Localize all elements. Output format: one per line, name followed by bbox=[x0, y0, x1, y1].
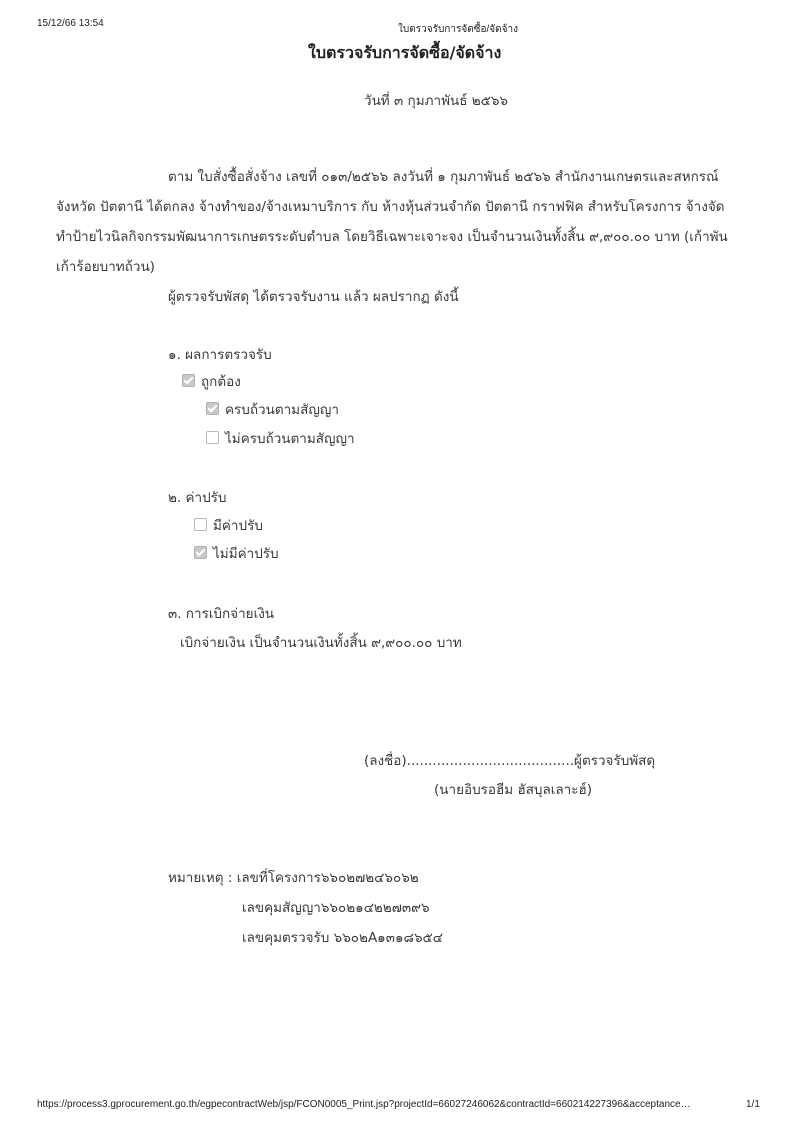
document-date: วันที่ ๓ กุมภาพันธ์ ๒๕๖๖ bbox=[364, 93, 508, 109]
signature-line: (ลงชื่อ).......................................ผู้ตรวจรับพัสดุ bbox=[364, 753, 656, 769]
page-number: 1/1 bbox=[746, 1099, 760, 1110]
checkbox-no-fine-row[interactable] bbox=[194, 542, 279, 564]
checkbox-has-fine[interactable] bbox=[194, 518, 207, 531]
checkbox-complete[interactable] bbox=[206, 402, 219, 415]
checkbox-correct[interactable] bbox=[182, 374, 195, 387]
remark-acceptance-number: เลขคุมตรวจรับ ๖๖๐๒A๑๓๑๘๖๕๔ bbox=[242, 930, 443, 946]
signer-name: (นายอิบรอฮีม ฮัสบุลเลาะฮ์) bbox=[434, 782, 592, 798]
checkbox-has-fine-row[interactable] bbox=[194, 514, 263, 536]
remark-contract-number: เลขคุมสัญญา๖๖๐๒๑๔๒๒๗๓๙๖ bbox=[242, 900, 430, 916]
checkbox-complete-label: ครบถ้วนตามสัญญา bbox=[225, 402, 339, 418]
inspection-statement: ผู้ตรวจรับพัสดุ ได้ตรวจรับงาน แล้ว ผลปรากฏ ดังนี้ bbox=[168, 289, 459, 305]
checkbox-has-fine-label: มีค่าปรับ bbox=[213, 518, 263, 534]
checkbox-correct-row[interactable] bbox=[182, 370, 241, 392]
print-doc-title: ใบตรวจรับการจัดซื้อ/จัดจ้าง bbox=[398, 24, 518, 35]
checkbox-correct-label: ถูกต้อง bbox=[201, 374, 241, 390]
paragraph-line: ทำป้ายไวนิลกิจกรรมพัฒนาการเกษตรระดับตำบล โดยวิธีเฉพาะเจาะจง เป็นจำนวนเงินทั้งสิ้น ๙,๙๐๐.๐๐ บาท (เก้าพัน bbox=[56, 229, 728, 245]
checkbox-incomplete-label: ไม่ครบถ้วนตามสัญญา bbox=[225, 431, 355, 447]
checkbox-no-fine-label: ไม่มีค่าปรับ bbox=[213, 546, 279, 562]
paragraph-line: ตาม ใบสั่งซื้อสั่งจ้าง เลขที่ ๐๑๓/๒๕๖๖ ลงวันที่ ๑ กุมภาพันธ์ ๒๕๖๖ สำนักงานเกษตรและสหกรณ์ bbox=[168, 169, 719, 185]
checkbox-incomplete-row[interactable] bbox=[206, 427, 355, 449]
disbursement-detail: เบิกจ่ายเงิน เป็นจำนวนเงินทั้งสิ้น ๙,๙๐๐.๐๐ บาท bbox=[180, 635, 462, 651]
section-heading-fine: ๒. ค่าปรับ bbox=[168, 490, 227, 506]
print-url: https://process3.gprocurement.go.th/egpecontractWeb/jsp/FCON0005_Print.jsp?projectId=66027246062&contractId=660214227396&acceptance… bbox=[37, 1099, 691, 1110]
paragraph-line: เก้าร้อยบาทถ้วน) bbox=[56, 259, 155, 275]
section-heading-inspection-result: ๑. ผลการตรวจรับ bbox=[168, 347, 272, 363]
checkbox-complete-row[interactable] bbox=[206, 398, 339, 420]
page-title: ใบตรวจรับการจัดซื้อ/จัดจ้าง bbox=[308, 43, 502, 62]
section-heading-disbursement: ๓. การเบิกจ่ายเงิน bbox=[168, 606, 275, 622]
paragraph-line: จังหวัด ปัตตานี ได้ตกลง จ้างทำของ/จ้างเหมาบริการ กับ ห้างหุ้นส่วนจำกัด ปัตตานี กราฟฟิค สำหรับโครงการ จ้างจัด bbox=[56, 199, 725, 215]
print-datetime: 15/12/66 13:54 bbox=[37, 18, 104, 29]
remark-project-number: หมายเหตุ : เลขที่โครงการ๖๖๐๒๗๒๔๖๐๖๒ bbox=[168, 870, 419, 886]
checkbox-no-fine[interactable] bbox=[194, 546, 207, 559]
checkbox-incomplete[interactable] bbox=[206, 431, 219, 444]
